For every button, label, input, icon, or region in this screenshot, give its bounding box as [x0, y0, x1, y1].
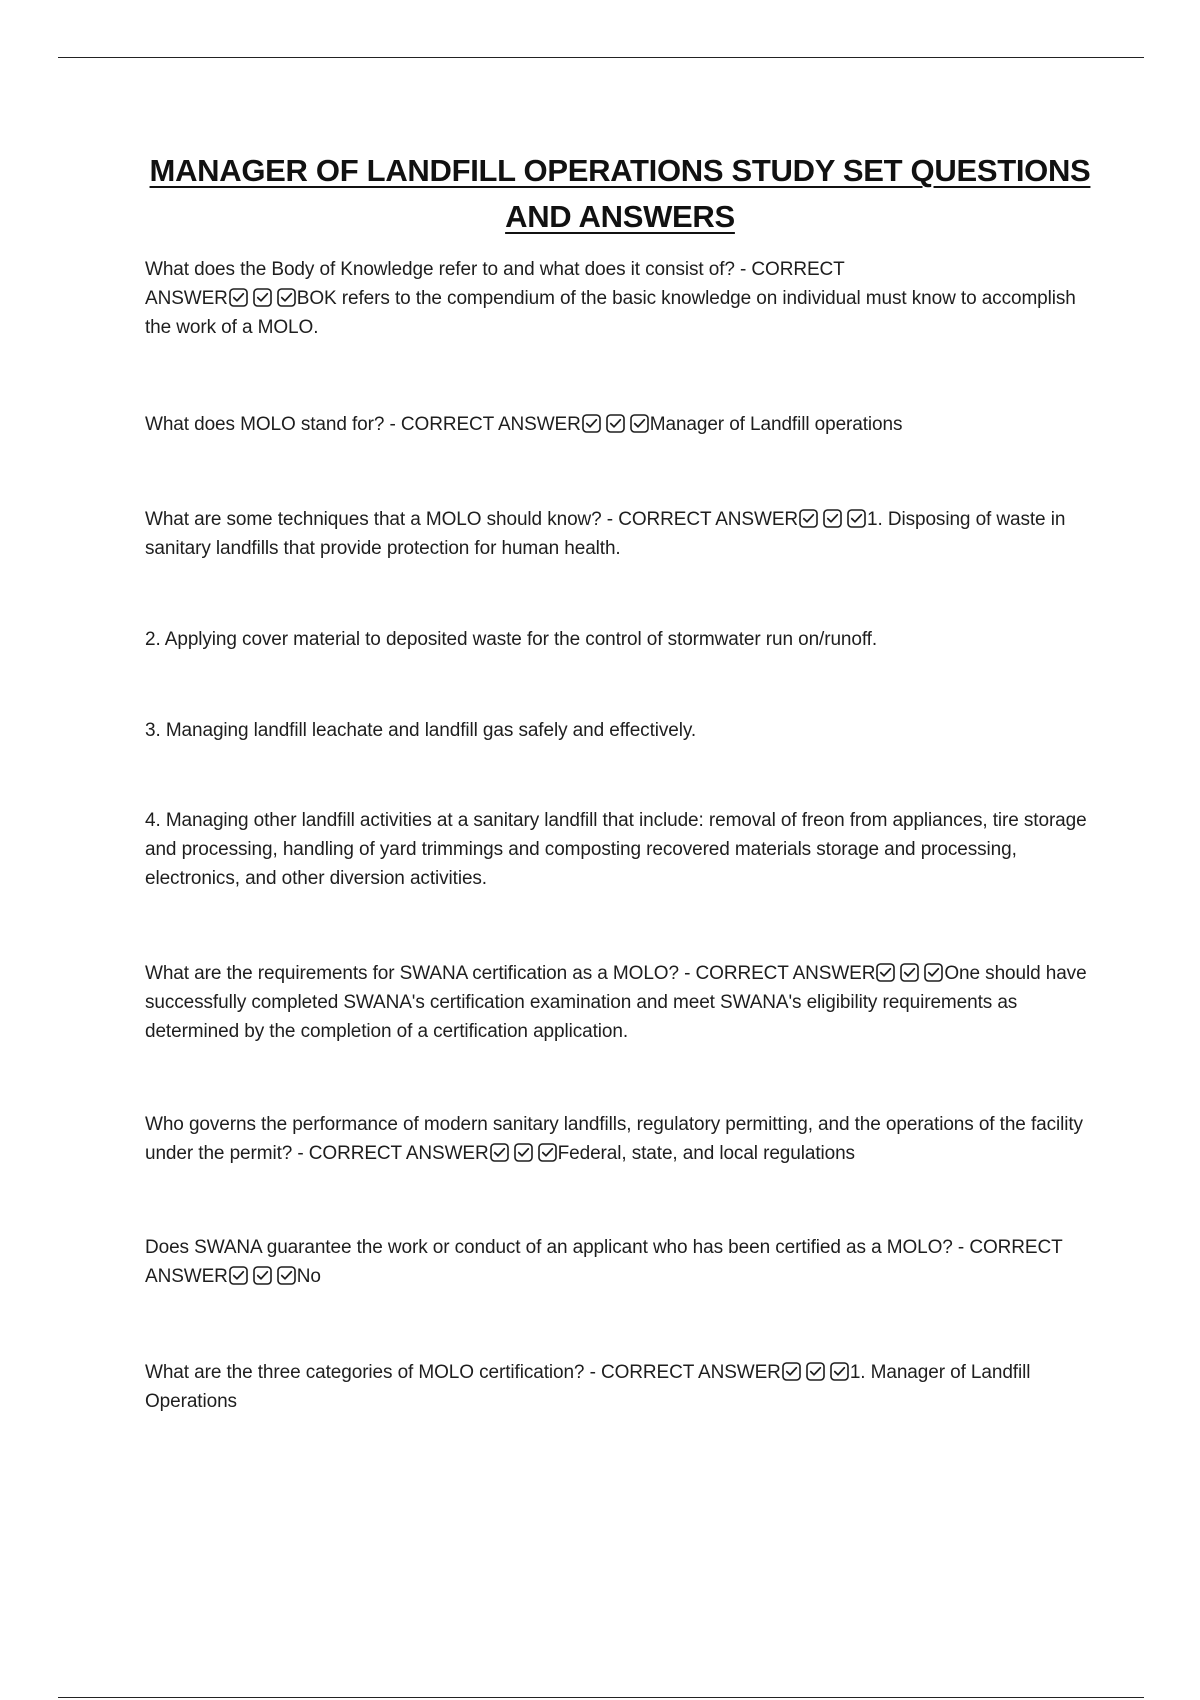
qa-item-techniques — [145, 505, 1090, 563]
qa-item-molo-meaning — [145, 410, 1090, 439]
checked-box-icon — [514, 1143, 533, 1162]
checked-box-icon — [582, 414, 601, 433]
checked-box-icon — [229, 1266, 248, 1285]
checked-box-icon — [277, 288, 296, 307]
answer-text: Federal, state, and local regulations — [557, 1143, 855, 1164]
qa-item-body-of-knowledge — [145, 255, 1090, 342]
checked-box-icon — [253, 288, 272, 307]
technique-item-4: 4. Managing other landfill activities at a sanitary landfill that include: removal of freon from appliances, tire storage and processing, handling of yard trimmings and composting recovered materials storage and processing, electronics, and other diversion activities. — [145, 810, 1087, 889]
question-text: What does MOLO stand for? - CORRECT ANSWER — [145, 414, 581, 435]
checked-box-icon — [847, 509, 866, 528]
technique-item-3: 3. Managing landfill leachate and landfill gas safely and effectively. — [145, 720, 697, 741]
checked-box-icon — [490, 1143, 509, 1162]
answer-text: BOK refers to the compendium of the basic knowledge on individual must know to accomplish the work of a MOLO. — [145, 288, 1076, 338]
footer-rule — [58, 1697, 1144, 1698]
question-text-cont: ANSWER — [145, 288, 228, 309]
question-text: What are the requirements for SWANA certification as a MOLO? - CORRECT ANSWER — [145, 963, 876, 984]
qa-item-governance — [145, 1110, 1090, 1168]
answer-text: 1. Manager of Landfill Operations — [145, 1362, 1031, 1412]
header-rule — [58, 57, 1144, 58]
checked-box-icon — [538, 1143, 557, 1162]
answer-text: One should have successfully completed SWANA's certification examination and meet SWANA's eligibility requirements as determined by the completion of a certification application. — [145, 963, 1087, 1042]
question-text: What are the three categories of MOLO certification? - CORRECT ANSWER — [145, 1362, 781, 1383]
question-text: Who governs the performance of modern sanitary landfills, regulatory permitting, and the operations of the facility under the permit? - CORRECT ANSWER — [145, 1114, 1083, 1164]
question-text: What are some techniques that a MOLO should know? - CORRECT ANSWER — [145, 509, 799, 530]
answer-text: 1. Disposing of waste in sanitary landfills that provide protection for human health. — [145, 509, 1066, 559]
question-text: What does the Body of Knowledge refer to and what does it consist of? - CORRECT — [145, 259, 845, 280]
answer-text: No — [296, 1266, 321, 1287]
checked-box-icon — [830, 1362, 849, 1381]
title-line-2: AND ANSWERS — [505, 199, 735, 234]
checked-box-icon — [823, 509, 842, 528]
check-marks — [799, 509, 866, 528]
checked-box-icon — [806, 1362, 825, 1381]
checked-box-icon — [277, 1266, 296, 1285]
checked-box-icon — [876, 963, 895, 982]
qa-item-swana-guarantee — [145, 1233, 1090, 1291]
check-marks — [782, 1362, 849, 1381]
answer-text: Manager of Landfill operations — [649, 414, 903, 435]
checked-box-icon — [799, 509, 818, 528]
qa-item-categories — [145, 1358, 1090, 1416]
checked-box-icon — [630, 414, 649, 433]
checked-box-icon — [782, 1362, 801, 1381]
check-marks — [876, 963, 943, 982]
checked-box-icon — [253, 1266, 272, 1285]
checked-box-icon — [606, 414, 625, 433]
check-marks — [490, 1143, 557, 1162]
checked-box-icon — [900, 963, 919, 982]
checked-box-icon — [924, 963, 943, 982]
qa-item-swana-requirements — [145, 959, 1090, 1046]
check-marks — [582, 414, 649, 433]
check-marks — [229, 1266, 296, 1285]
check-marks — [229, 288, 296, 307]
question-text: Does SWANA guarantee the work or conduct of an applicant who has been certified as a MOLO? - CORRECT ANSWER — [145, 1237, 1063, 1287]
technique-item-2: 2. Applying cover material to deposited waste for the control of stormwater run on/runoff. — [145, 629, 878, 650]
title-line-1: MANAGER OF LANDFILL OPERATIONS STUDY SET QUESTIONS — [149, 153, 1091, 188]
document-title — [100, 148, 1140, 240]
checked-box-icon — [229, 288, 248, 307]
